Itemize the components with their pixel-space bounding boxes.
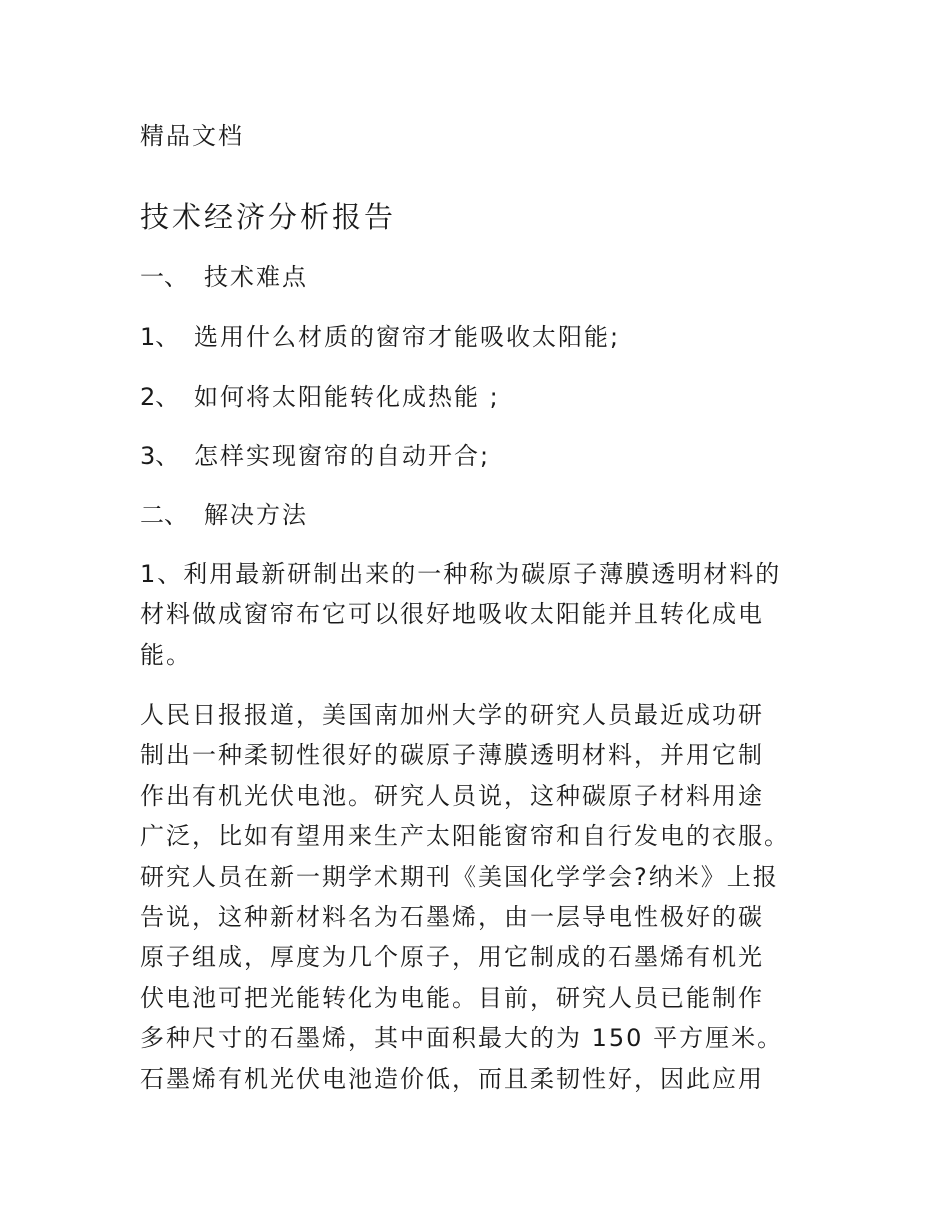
list-item: [140, 442, 490, 470]
paragraph-line: 能。: [140, 640, 192, 669]
list-item-number: 3、: [140, 442, 180, 470]
section-number: 二、: [140, 501, 188, 529]
list-item-text: 如何将太阳能转化成热能 ;: [194, 383, 500, 411]
list-item: [140, 323, 620, 351]
paragraph-line: 告说，这种新材料名为石墨烯，由一层导电性极好的碳: [140, 903, 764, 932]
paragraph-line: 广泛，比如有望用来生产太阳能窗帘和自行发电的衣服。: [140, 822, 790, 851]
section-heading-text: 解决方法: [204, 501, 308, 529]
section-number: 一、: [140, 263, 188, 291]
section-heading-text: 技术难点: [204, 263, 308, 291]
list-item-number: 1、: [140, 323, 180, 351]
paragraph-line: 人民日报报道，美国南加州大学的研究人员最近成功研: [140, 701, 764, 729]
paragraph-line: 制出一种柔韧性很好的碳原子薄膜透明材料，并用它制: [140, 741, 764, 770]
paragraph-line: 研究人员在新一期学术期刊《美国化学学会?纳米》上报: [140, 862, 779, 891]
list-item-text: 选用什么材质的窗帘才能吸收太阳能;: [194, 323, 621, 351]
paragraph-line: 1、利用最新研制出来的一种称为碳原子薄膜透明材料的: [140, 560, 782, 588]
paragraph-line: 材料做成窗帘布它可以很好地吸收太阳能并且转化成电: [140, 600, 764, 629]
list-item: [140, 383, 500, 411]
paragraph-line: 伏电池可把光能转化为电能。目前，研究人员已能制作: [140, 983, 764, 1012]
paragraph-line: 多种尺寸的石墨烯，其中面积最大的为 150 平方厘米。: [140, 1024, 784, 1053]
paragraph-solution-1: [140, 554, 820, 675]
page-header: 精品文档: [140, 122, 244, 150]
section-heading-difficulties: [140, 263, 308, 291]
list-item-text: 怎样实现窗帘的自动开合;: [194, 442, 491, 470]
paragraph-news-report: [140, 695, 820, 1099]
paragraph-line: 原子组成，厚度为几个原子，用它制成的石墨烯有机光: [140, 943, 764, 972]
document-title: 技术经济分析报告: [140, 200, 397, 234]
paragraph-line: 石墨烯有机光伏电池造价低，而且柔韧性好，因此应用: [140, 1064, 764, 1093]
paragraph-line: 作出有机光伏电池。研究人员说，这种碳原子材料用途: [140, 781, 764, 810]
list-item-number: 2、: [140, 383, 180, 411]
section-heading-solutions: [140, 501, 308, 529]
